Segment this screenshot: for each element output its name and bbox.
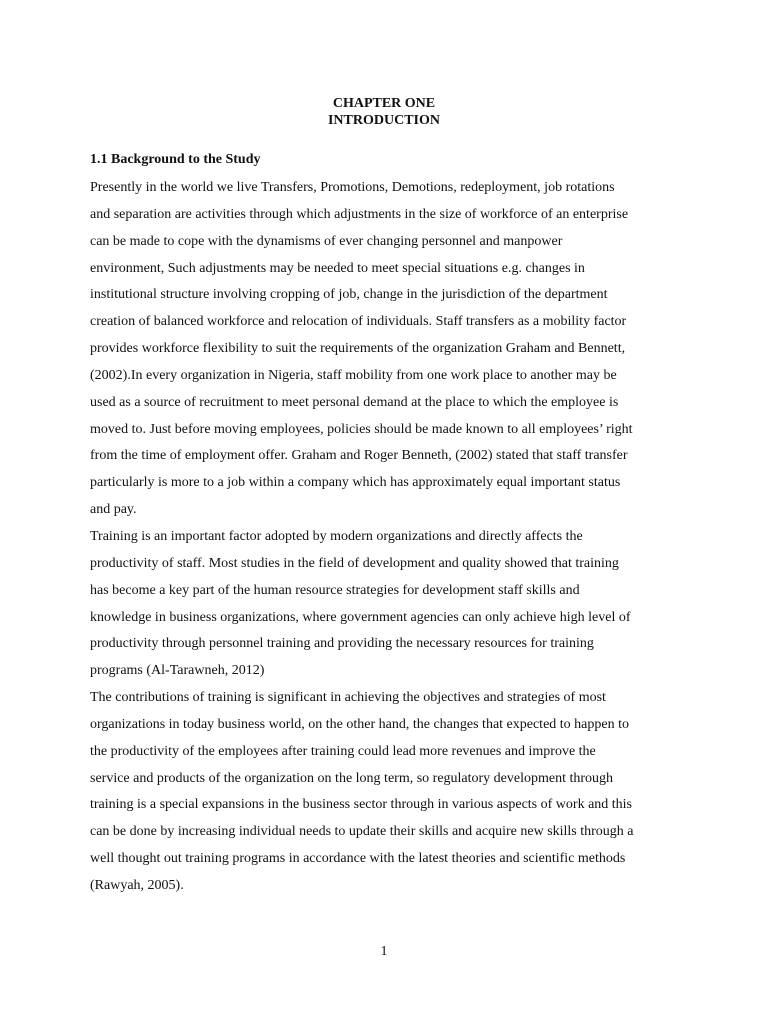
- section-heading: 1.1 Background to the Study: [90, 152, 261, 167]
- chapter-title: INTRODUCTION: [327, 113, 440, 128]
- body-text: [90, 175, 677, 900]
- chapter-number: CHAPTER ONE: [332, 96, 436, 111]
- paragraph-training-contributions: The contributions of training is significant in achieving the objectives and strategies of most organizations in today business world, on the other hand, the changes that expected to happen to the productivity of the employees after training could lead more revenues and improve the service and products of the organization on the long term, so regulatory development through training is a special expansions in the business sector through in various aspects of work and this can be done by increasing individual needs to update their skills and acquire new skills through a well thought out training programs in accordance with the latest theories and scientific methods (Rawyah, 2005).: [90, 690, 634, 893]
- page-number: 1: [380, 944, 388, 959]
- paragraph-training-importance: Training is an important factor adopted by modern organizations and directly affects the productivity of staff. Most studies in the field of development and quality showed that training has become a key part of the human resource strategies for development staff skills and knowledge in business organizations, where government agencies can only achieve high level of productivity through personnel training and providing the necessary resources for training programs (Al-Tarawneh, 2012): [90, 528, 631, 679]
- paragraph-staff-mobility: Presently in the world we live Transfers, Promotions, Demotions, redeployment, job rotations and separation are activities through which adjustments in the size of workforce of an enterprise can be made to cope with the dynamisms of ever changing personnel and manpower environment, Such adjustments may be needed to meet special situations e.g. changes in institutional structure involving cropping of job, change in the jurisdiction of the department creation of balanced workforce and relocation of individuals. Staff transfers as a mobility factor provides workforce flexibility to suit the requirements of the organization Graham and Bennett, (2002).In every organization in Nigeria, staff mobility from one work place to another may be used as a source of recruitment to meet personal demand at the place to which the employee is moved to. Just before moving employees, policies should be made known to all employees’ right from the time of employment offer. Graham and Roger Benneth, (2002) stated that staff transfer particularly is more to a job within a company which has approximately equal important status and pay.: [90, 180, 633, 518]
